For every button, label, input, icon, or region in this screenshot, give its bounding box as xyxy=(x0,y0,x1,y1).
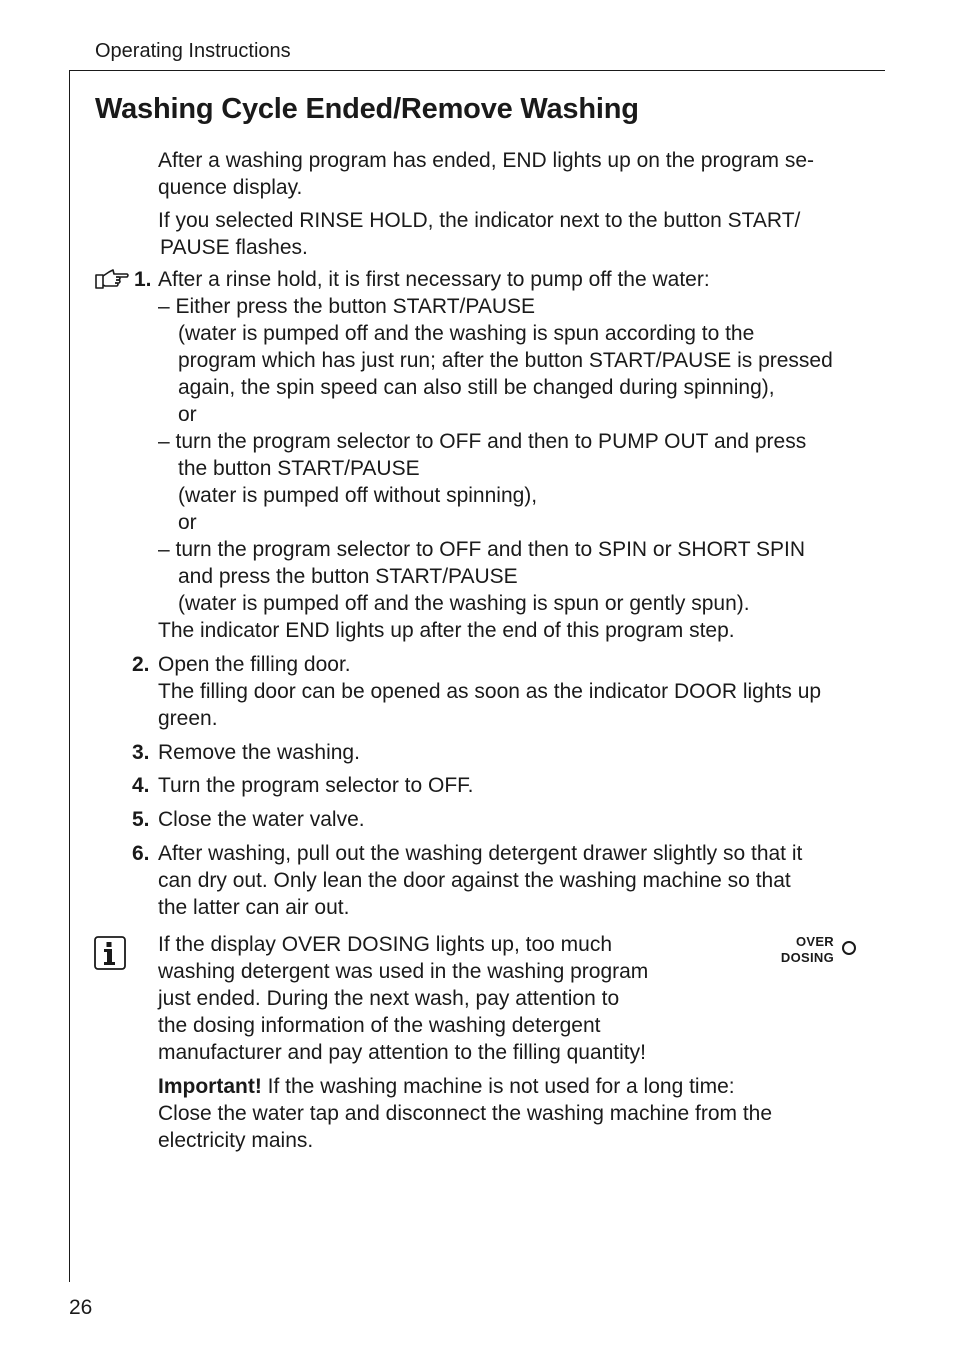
step5-text: Close the water valve. xyxy=(158,808,365,831)
step3-text: Remove the washing. xyxy=(158,741,360,764)
step6-line: can dry out. Only lean the door against the washing machine so that xyxy=(158,869,791,892)
step1-line: – turn the program selector to OFF and then to PUMP OUT and press xyxy=(158,430,807,453)
intro-line: quence display. xyxy=(158,176,303,199)
page-number: 26 xyxy=(69,1296,93,1319)
step-number: 5. xyxy=(132,808,150,831)
important-line: Close the water tap and disconnect the washing machine from the xyxy=(158,1102,773,1125)
over-dosing-label-line2: DOSING xyxy=(780,950,834,965)
step1-line: The indicator END lights up after the end of this program step. xyxy=(158,619,735,642)
info-line: If the display OVER DOSING lights up, too much xyxy=(158,933,613,956)
step1-line: (water is pumped off and the washing is spun or gently spun). xyxy=(178,592,750,615)
step-number: 3. xyxy=(132,741,150,764)
header-rule xyxy=(69,70,885,71)
step4-text: Turn the program selector to OFF. xyxy=(158,774,474,797)
info-line: the dosing information of the washing detergent xyxy=(158,1014,601,1037)
step1-line: the button START/PAUSE xyxy=(178,457,420,480)
step1-line: program which has just run; after the button START/PAUSE is pressed xyxy=(178,349,833,372)
intro-line: If you selected RINSE HOLD, the indicator next to the button START/ xyxy=(158,209,801,232)
step-number: 2. xyxy=(132,653,150,676)
step1-line: or xyxy=(178,511,197,534)
step6-line: the latter can air out. xyxy=(158,896,350,919)
step1-line: or xyxy=(178,403,197,426)
step1-line: again, the spin speed can also still be changed during spinning), xyxy=(178,376,775,399)
step1-line: – turn the program selector to OFF and then to SPIN or SHORT SPIN xyxy=(158,538,806,561)
pointing-hand-icon xyxy=(94,266,130,292)
info-line: washing detergent was used in the washing program xyxy=(158,960,649,983)
important-line xyxy=(158,1073,735,1100)
step6-line: After washing, pull out the washing detergent drawer slightly so that it xyxy=(158,842,803,865)
step2-line: green. xyxy=(158,707,218,730)
intro-line: After a washing program has ended, END lights up on the program se- xyxy=(158,149,815,172)
important-line: electricity mains. xyxy=(158,1129,314,1152)
step2-line: Open the filling door. xyxy=(158,653,351,676)
step1-line: (water is pumped off and the washing is spun according to the xyxy=(178,322,755,345)
step1-line: (water is pumped off without spinning), xyxy=(178,484,538,507)
over-dosing-label-line1: OVER xyxy=(795,934,834,949)
important-text: If the washing machine is not used for a long time: xyxy=(261,1075,735,1098)
page-title: Washing Cycle Ended/Remove Washing xyxy=(95,93,639,125)
info-icon xyxy=(94,936,126,970)
info-line: just ended. During the next wash, pay attention to xyxy=(158,987,620,1010)
step1-line: After a rinse hold, it is first necessary to pump off the water: xyxy=(158,268,710,291)
step1-line: and press the button START/PAUSE xyxy=(178,565,518,588)
step-number: 6. xyxy=(132,842,150,865)
step-number: 1. xyxy=(134,268,152,291)
over-dosing-lamp-icon xyxy=(842,941,856,955)
step1-line: – Either press the button START/PAUSE xyxy=(158,295,536,318)
margin-rule xyxy=(69,70,70,1282)
step-number: 4. xyxy=(132,774,150,797)
intro-line: PAUSE flashes. xyxy=(160,236,308,259)
page-header: Operating Instructions xyxy=(95,40,291,62)
info-line: manufacturer and pay attention to the filling quantity! xyxy=(158,1041,646,1064)
important-label: Important! xyxy=(158,1075,262,1098)
step2-line: The filling door can be opened as soon as the indicator DOOR lights up xyxy=(158,680,822,703)
over-dosing-label xyxy=(760,934,834,966)
